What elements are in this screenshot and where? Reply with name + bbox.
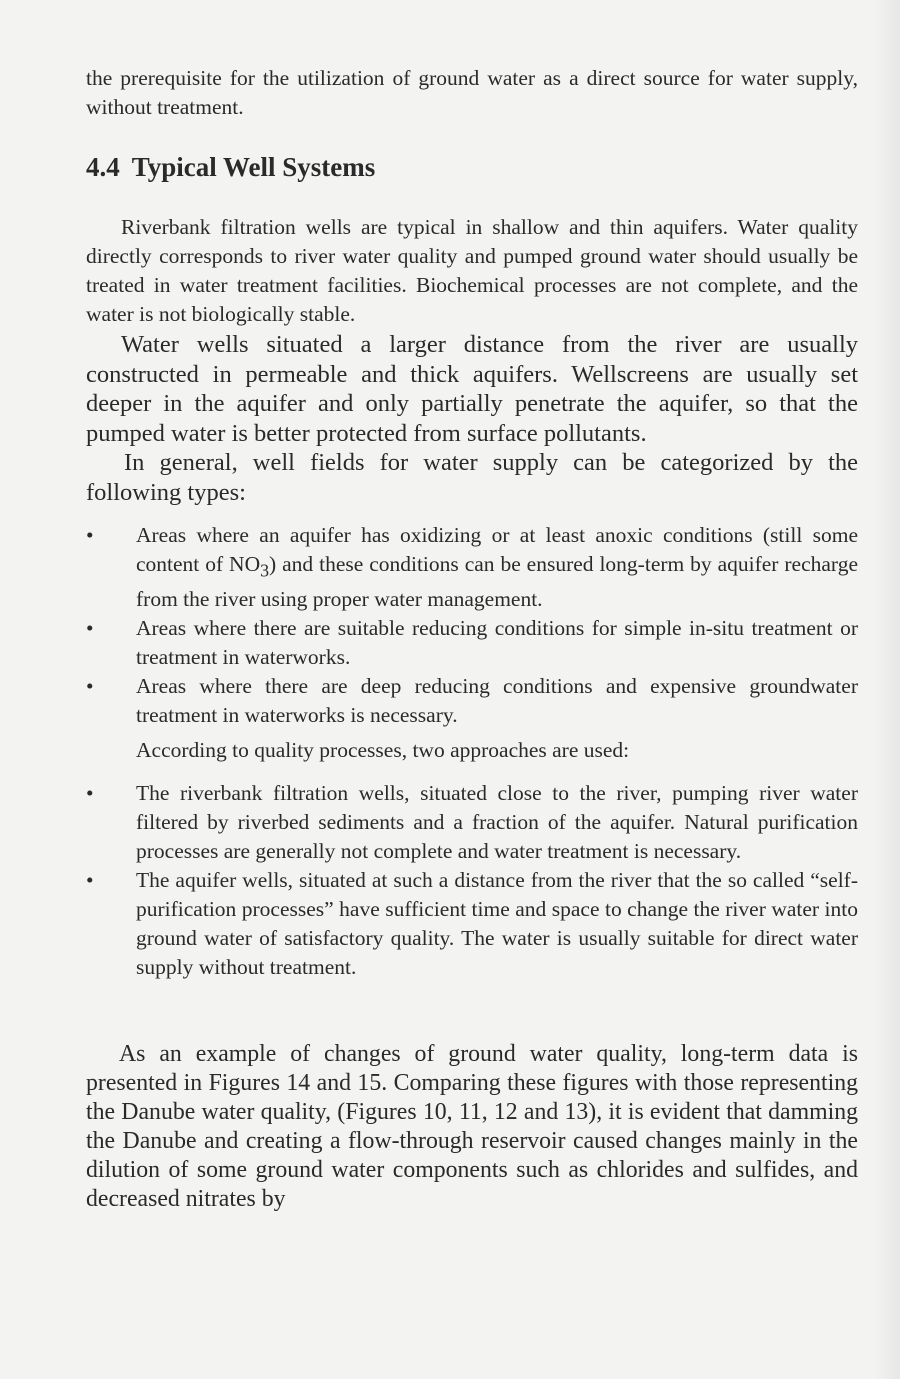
paragraph-1: Riverbank filtration wells are typical in shallow and thin aquifers. Water quality directly corresponds to river water quality and pumped ground water should usually be treated in water treatment facilities. Biochemical processes are not complete, and the water is not biologically stable. (86, 215, 858, 326)
section-number: 4.4 (86, 152, 120, 182)
paragraph-general (86, 448, 858, 507)
list-item (86, 779, 858, 866)
bullet-icon: • (86, 674, 94, 699)
list2-item1-text: The riverbank filtration wells, situated close to the river, pumping river water filtered by riverbed sediments and a fraction of the aquifer. Natural purification processes are generally not complete and water treatment is necessary. (136, 781, 858, 863)
intro-paragraph: the prerequisite for the utilization of ground water as a direct source for water supply, without treatment. (86, 66, 858, 119)
paragraph-riverbank (86, 213, 858, 329)
approaches-intro (136, 736, 858, 765)
list1-item1-subscript: 3 (260, 560, 270, 581)
list-item (86, 614, 858, 672)
paragraph-water-wells (86, 330, 858, 448)
list-item (86, 672, 858, 730)
bullet-icon: • (86, 616, 94, 641)
approaches-intro-text: According to quality processes, two approaches are used: (136, 738, 630, 762)
closing-paragraph (86, 1040, 858, 1214)
list1-item1-text-b: ) and these conditions can be ensured long-term by aquifer recharge from the river using proper water management. (136, 552, 858, 612)
section-title: Typical Well Systems (131, 152, 376, 182)
bullet-icon: • (86, 781, 94, 805)
paragraph-2: Water wells situated a larger distance from the river are usually constructed in permeable and thick aquifers. Wellscreens are usually set deeper in the aquifer and only partially penetrate the aquifer, so that the pumped water is better protected from surface pollutants. (86, 331, 858, 447)
approaches-list (86, 779, 858, 982)
list-item (86, 521, 858, 614)
list1-item1-text-a: Areas where an aquifer has oxidizing or at least anoxic conditions (still some content of NO (136, 523, 858, 576)
section-heading (86, 150, 387, 184)
page-edge-shadow (874, 0, 900, 1379)
closing-paragraph-text: As an example of changes of ground water quality, long-term data is presented in Figures 14 and 15. Comparing these figures with those representing the Danube water quality, (Figures 10, 11, 12 and 13), it is evident that damming the Danube and creating a flow-through reservoir caused changes mainly in the dilution of some ground water components such as chlorides and sulfides, and decreased nitrates by (86, 1041, 858, 1212)
intro-continuation (86, 64, 858, 122)
paragraph-3: In general, well fields for water supply can be categorized by the following types: (86, 449, 858, 506)
well-field-types-list (86, 521, 858, 730)
list2-item2-text: The aquifer wells, situated at such a distance from the river that the so called “self-purification processes” have sufficient time and space to change the river water into ground water of satisfactory quality. The water is usually suitable for direct water supply without treatment. (136, 868, 858, 979)
list-item (86, 866, 858, 982)
list1-item2-text: Areas where there are suitable reducing conditions for simple in-situ treatment or treatment in waterworks. (136, 616, 858, 670)
bullet-icon: • (86, 868, 94, 892)
bullet-icon: • (86, 523, 94, 547)
list1-item3-text: Areas where there are deep reducing conditions and expensive groundwater treatment in waterworks is necessary. (136, 674, 858, 728)
